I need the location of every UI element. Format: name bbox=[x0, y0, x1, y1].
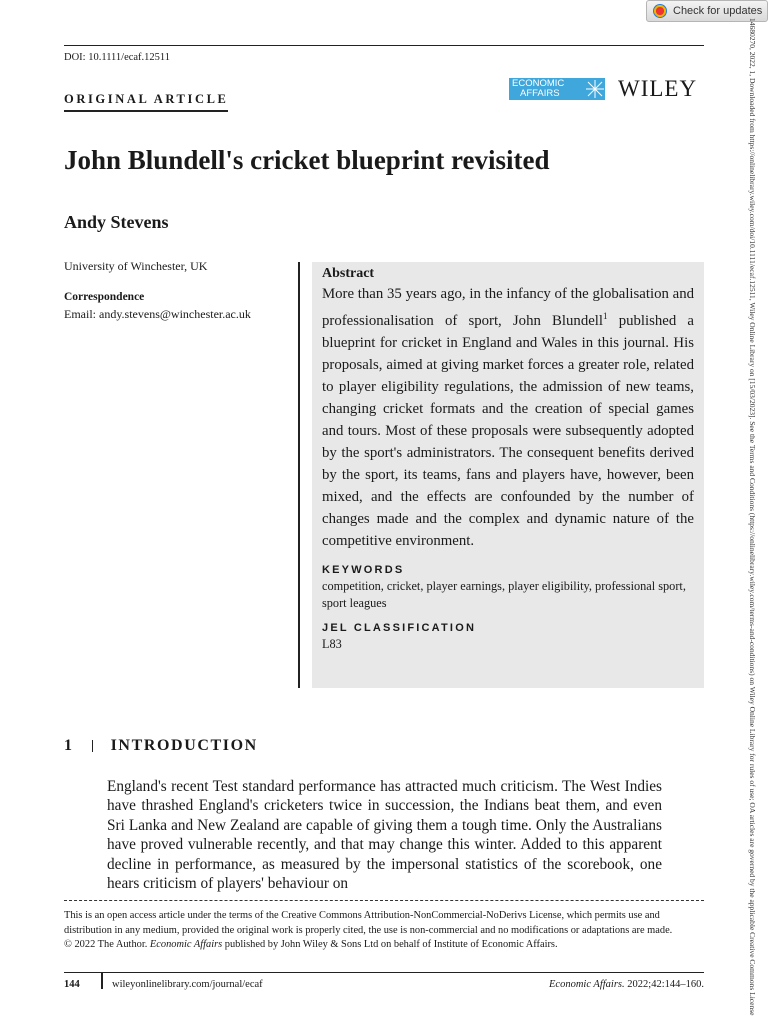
footnote-rule bbox=[64, 900, 704, 901]
abstract-box bbox=[312, 262, 704, 688]
abstract-text: More than 35 years ago, in the infancy of the globalisation and professionalisation of sport, John Blundell$^1$ published a blueprint for cricket in England and Wales in this journal. His proposals, aimed at giving market forces a greater role, related to player eligibility regulations, the admission of new teams, changing cricket formats and the creation of special games and tours. Most of these proposals were subsequently adopted by the sport's administrators. The consequent benefits derived by the sport, its teams, fans and players have, however, been mixed, and the effects are confounded by the number of changes made and the complex and dynamic nature of the competitive environment. bbox=[322, 286, 694, 549]
license-footnote bbox=[64, 909, 704, 953]
header-rule bbox=[64, 45, 704, 46]
copyright-line: © 2022 The Author. Economic Affairs published by John Wiley & Sons Ltd on behalf of Institute of Economic Affairs. bbox=[64, 939, 558, 951]
article-title: John Blundell's cricket blueprint revisited bbox=[64, 145, 550, 175]
keywords-heading: KEYWORDS bbox=[322, 563, 405, 576]
section-title: INTRODUCTION bbox=[110, 737, 258, 754]
doi[interactable]: DOI: 10.1111/ecaf.12511 bbox=[64, 52, 171, 63]
correspondence-email[interactable]: Email: andy.stevens@winchester.ac.uk bbox=[64, 307, 251, 321]
page-number: 144 bbox=[64, 979, 80, 990]
journal-logo-line1: ECONOMIC bbox=[512, 78, 565, 89]
citation: Economic Affairs. 2022;42:144–160. bbox=[549, 979, 704, 990]
footnote-ref[interactable]: 1 bbox=[603, 311, 608, 321]
footer-divider bbox=[101, 972, 103, 989]
keywords: competition, cricket, player earnings, player eligibility, professional sport, sport leagues bbox=[322, 578, 686, 610]
publisher-logo: WILEY bbox=[618, 76, 698, 101]
footer-rule bbox=[64, 972, 704, 973]
section-divider bbox=[92, 740, 93, 752]
abstract-divider bbox=[298, 262, 300, 688]
author-name: Andy Stevens bbox=[64, 212, 169, 232]
affiliation: University of Winchester, UK bbox=[64, 259, 208, 273]
abstract-heading: Abstract bbox=[322, 266, 375, 281]
journal-logo-line2: AFFAIRS bbox=[520, 88, 560, 99]
download-side-note: 14680270, 2022, 1, Downloaded from https://onlinelibrary.wiley.com/doi/10.1111/ecaf.12511, Wiley Online Library on [15/03/2023]. See the Terms and Conditions (https://onlinelibrary.wiley.com/terms-and-conditions) on Wiley Online Library for rules of use; OA articles are governed by the applicable Creative Commons License bbox=[748, 18, 757, 1016]
crossmark-icon bbox=[653, 4, 667, 18]
jel-code: L83 bbox=[322, 636, 342, 651]
license-text: This is an open access article under the terms of the Creative Commons Attribution-NonCommercial-NoDerivs License, which permits use and distribution in any medium, provided the original work is properly cited, the use is non-commercial and no modifications or adaptations are made. bbox=[64, 910, 673, 936]
journal-url[interactable]: wileyonlinelibrary.com/journal/ecaf bbox=[112, 979, 263, 990]
check-for-updates-label: Check for updates bbox=[673, 5, 763, 17]
section-heading bbox=[64, 737, 258, 755]
jel-heading: JEL CLASSIFICATION bbox=[322, 621, 477, 634]
article-type: ORIGINAL ARTICLE bbox=[64, 92, 228, 112]
section-number: 1 bbox=[64, 737, 74, 754]
journal-star-icon bbox=[584, 78, 606, 100]
correspondence-heading: Correspondence bbox=[64, 291, 145, 303]
intro-paragraph: England's recent Test standard performance has attracted much criticism. The West Indies have thrashed England's cricketers twice in succession, the Indians beat them, and even Sri Lanka and New Zealand are capable of giving them a tough time. Only the Australians have proved vulnerable recently, and that may change this winter. Added to this apparent decline in performance, as measured by the impersonal statistics of the scorebook, one hears criticism of players' behaviour on bbox=[107, 778, 662, 893]
